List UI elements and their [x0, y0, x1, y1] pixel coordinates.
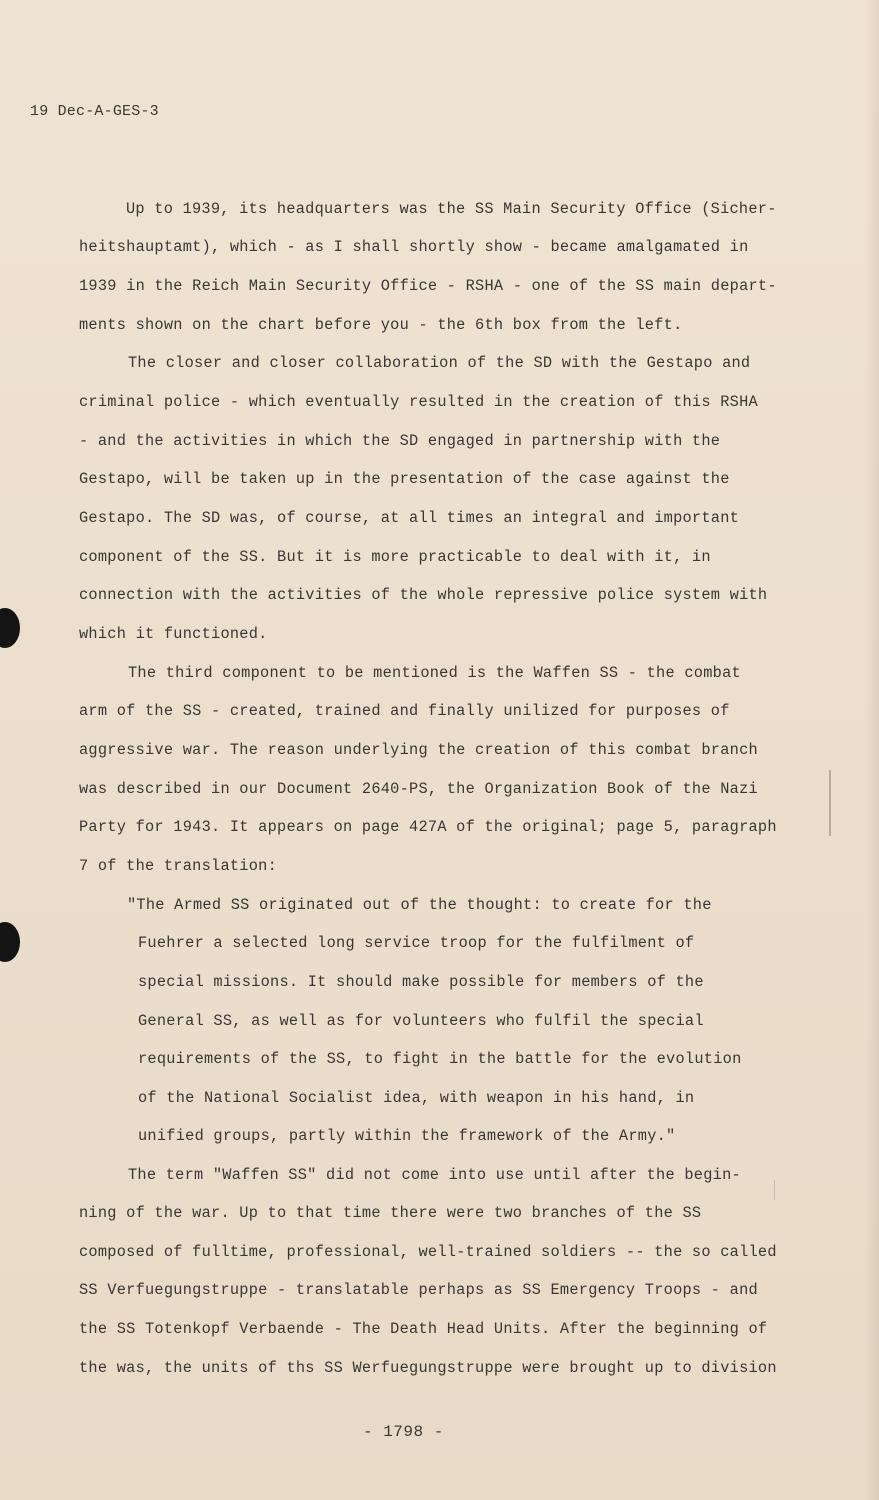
text-line: Up to 1939, its headquarters was the SS Main Security Office (Sicher-: [126, 200, 777, 218]
quote-line: unified groups, partly within the framework of the Army.": [138, 1127, 676, 1145]
text-line: composed of fulltime, professional, well-trained soldiers -- the so called: [79, 1243, 777, 1261]
text-line: SS Verfuegungstruppe - translatable perhaps as SS Emergency Troops - and: [79, 1281, 758, 1299]
text-line: arm of the SS - created, trained and finally unilized for purposes of: [79, 702, 730, 720]
quote-line: General SS, as well as for volunteers who fulfil the special: [138, 1012, 704, 1030]
quote-line: special missions. It should make possible for members of the: [138, 973, 704, 991]
text-line: - and the activities in which the SD engaged in partnership with the: [79, 432, 721, 450]
text-line: aggressive war. The reason underlying the creation of this combat branch: [79, 741, 758, 759]
document-id: 19 Dec-A-GES-3: [30, 103, 159, 120]
quote-line: Fuehrer a selected long service troop for the fulfilment of: [138, 934, 695, 952]
text-line: The third component to be mentioned is the Waffen SS - the combat: [128, 664, 741, 682]
text-line: 1939 in the Reich Main Security Office - RSHA - one of the SS main depart-: [79, 277, 777, 295]
text-line: connection with the activities of the whole repressive police system with: [79, 586, 768, 604]
margin-mark: [829, 770, 831, 836]
text-line: The closer and closer collaboration of the SD with the Gestapo and: [128, 354, 751, 372]
margin-mark-small: [774, 1180, 775, 1200]
text-line: the was, the units of ths SS Werfuegungstruppe were brought up to division: [79, 1359, 777, 1377]
page-edge-shadow: [865, 0, 879, 1500]
text-line: Party for 1943. It appears on page 427A of the original; page 5, paragraph: [79, 818, 777, 836]
punch-hole-bottom: [0, 922, 20, 962]
text-line: Gestapo. The SD was, of course, at all times an integral and important: [79, 509, 740, 527]
text-line: criminal police - which eventually resulted in the creation of this RSHA: [79, 393, 758, 411]
text-line: ments shown on the chart before you - the 6th box from the left.: [79, 316, 683, 334]
text-line: the SS Totenkopf Verbaende - The Death Head Units. After the beginning of: [79, 1320, 768, 1338]
text-line: was described in our Document 2640-PS, the Organization Book of the Nazi: [79, 780, 758, 798]
text-line: 7 of the translation:: [79, 857, 278, 875]
text-line: heitshauptamt), which - as I shall shortly show - became amalgamated in: [79, 238, 749, 256]
quote-line: "The Armed SS originated out of the thought: to create for the: [127, 896, 712, 914]
page-number: - 1798 -: [363, 1423, 444, 1441]
quote-line: of the National Socialist idea, with weapon in his hand, in: [138, 1089, 695, 1107]
text-line: Gestapo, will be taken up in the presentation of the case against the: [79, 470, 730, 488]
text-line: ning of the war. Up to that time there were two branches of the SS: [79, 1204, 702, 1222]
text-line: which it functioned.: [79, 625, 268, 643]
text-line: component of the SS. But it is more practicable to deal with it, in: [79, 548, 711, 566]
punch-hole-top: [0, 608, 20, 648]
quote-line: requirements of the SS, to fight in the battle for the evolution: [138, 1050, 742, 1068]
text-line: The term "Waffen SS" did not come into use until after the begin-: [128, 1166, 741, 1184]
